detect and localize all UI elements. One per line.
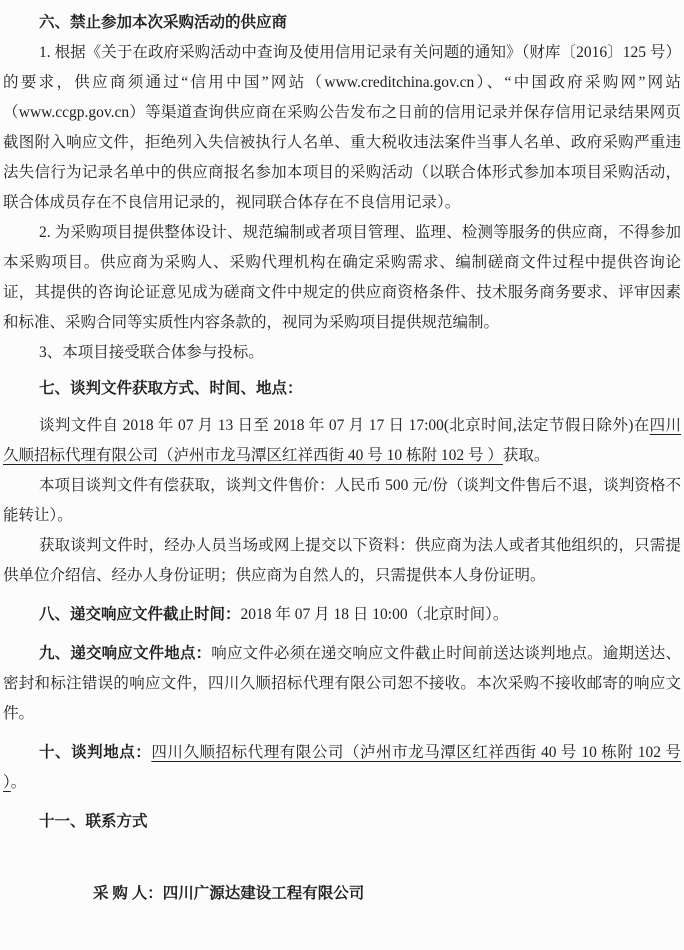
section7-para1-address-underlined: 四川久顺招标代理有限公司（泸州市龙马潭区红祥西街 40 号 10 栋附 102 号 ） — [3, 417, 681, 464]
section9-para — [3, 639, 681, 729]
section11-heading: 十一、联系方式 — [39, 813, 148, 830]
section10-suffix: 。 — [10, 774, 27, 791]
buyer-label: 采 购 人： — [93, 885, 163, 902]
section7-para1-prefix: 谈判文件自 2018 年 07 月 13 日至 2018 年 07 月 17 日 17:00(北京时间,法定节假日除外)在 — [39, 417, 650, 434]
section8-text: 2018 年 07 月 18 日 10:00（北京时间）。 — [240, 606, 509, 623]
section7-para1 — [3, 411, 681, 471]
section6-para2: 2. 为采购项目提供整体设计、规范编制或者项目管理、监理、检测等服务的供应商，不得参加本采购项目。供应商为采购人、采购代理机构在确定采购需求、编制磋商文件过程中提供咨询论证，其提供的咨询论证意见成为磋商文件中规定的供应商资格条件、技术服务商务要求、评审因素和标准、采购合同等实质性内容条款的，视同为采购项目提供规范编制。 — [3, 224, 681, 331]
section9-heading: 九、递交响应文件地点： — [39, 645, 212, 662]
buyer-line — [3, 879, 681, 909]
section7-heading: 七、谈判文件获取方式、时间、地点： — [39, 380, 303, 397]
section8-heading: 八、递交响应文件截止时间： — [39, 606, 241, 623]
section6-para3: 3、本项目接受联合体参与投标。 — [39, 344, 264, 361]
section10-address-underlined: 四川久顺招标代理有限公司（泸州市龙马潭区红祥西街 40 号 10 栋附 102 号 ） — [3, 744, 681, 791]
section10-para — [3, 738, 681, 798]
section7-para2: 本项目谈判文件有偿获取，谈判文件售价：人民币 500 元/份（谈判文件售后不退，谈判资格不能转让）。 — [3, 477, 681, 524]
section7-para1-suffix: 获取。 — [502, 447, 550, 464]
section6-para1: 1. 根据《关于在政府采购活动中查询及使用信用记录有关问题的通知》（财库〔2016〕125 号）的要求，供应商须通过“信用中国”网站（www.creditchina.gov.cn）、“中国政府采购网”网站（www.ccgp.gov.cn）等渠道查询供应商在采购公告发布之日前的信用记录并保存信用记录结果网页截图附入响应文件，拒绝列入失信被执行人名单、重大税收违法案件当事人名单、政府采购严重违法失信行为记录名单中的供应商报名参加本项目的采购活动（以联合体形式参加本项目采购活动，联合体成员存在不良信用记录的，视同联合体存在不良信用记录）。 — [3, 44, 681, 211]
section8-line — [3, 600, 681, 630]
section6-heading: 六、禁止参加本次采购活动的供应商 — [39, 14, 288, 31]
section9-text: 响应文件必须在递交响应文件截止时间前送达谈判地点。逾期送达、密封和标注错误的响应文件，四川久顺招标代理有限公司恕不接收。本次采购不接收邮寄的响应文件。 — [3, 645, 681, 722]
buyer-name: 四川广源达建设工程有限公司 — [162, 885, 365, 902]
section10-heading: 十、谈判地点： — [39, 744, 152, 761]
section7-para3: 获取谈判文件时，经办人员当场或网上提交以下资料：供应商为法人或者其他组织的，只需提供单位介绍信、经办人身份证明；供应商为自然人的，只需提供本人身份证明。 — [3, 537, 681, 584]
